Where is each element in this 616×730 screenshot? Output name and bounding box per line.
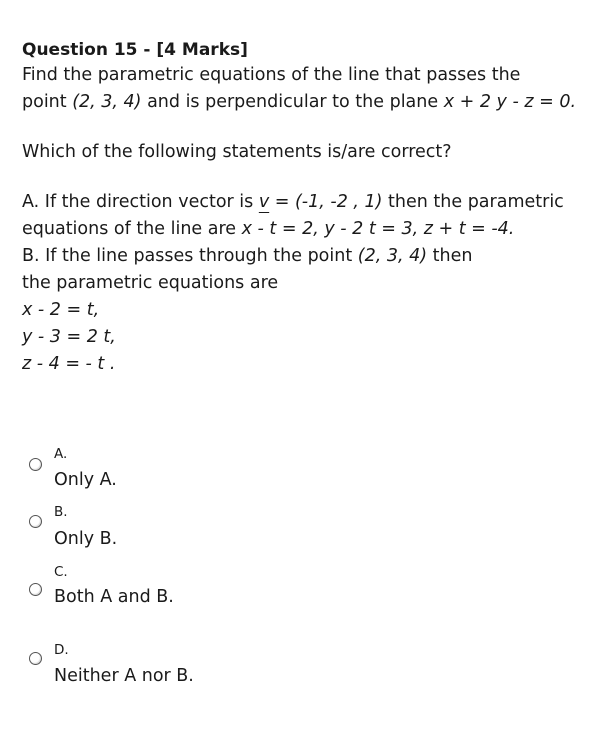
statement-a-line-1: [22, 189, 612, 216]
stem-text: Find the parametric equations of the line that passes the: [22, 65, 521, 85]
option-text[interactable]: Only B.: [54, 529, 118, 549]
equation-z: z - 4 = - t .: [22, 354, 116, 374]
point-math: (2, 3, 4): [72, 92, 142, 112]
statement-text: equations of the line are: [22, 219, 242, 239]
radio-button-icon[interactable]: [29, 515, 42, 528]
option-letter: B.: [54, 504, 68, 520]
direction-vector-symbol: v: [258, 192, 270, 212]
statement-text: B. If the line passes through the point: [22, 246, 358, 266]
question-title: Question 15 - [4 Marks]: [22, 40, 248, 60]
statement-b-line-2: the parametric equations are: [22, 273, 279, 293]
stem-text: point: [22, 92, 73, 112]
statement-text: A. If the direction vector is: [22, 192, 259, 212]
question-prompt: Which of the following statements is/are correct?: [22, 142, 452, 162]
question-stem-line-2: [22, 89, 612, 116]
point-math: (2, 3, 4): [357, 246, 428, 266]
direction-vector-value: = (-1, -2 , 1): [269, 192, 383, 212]
equation-y: y - 3 = 2 t,: [22, 327, 116, 347]
statement-text: then: [427, 246, 473, 266]
option-letter: D.: [54, 642, 69, 658]
option-text[interactable]: Only A.: [54, 470, 117, 490]
radio-button-icon[interactable]: [29, 583, 42, 596]
option-letter: A.: [54, 446, 68, 462]
statement-b-line-1: [22, 243, 612, 270]
statement-text: then the parametric: [382, 192, 564, 212]
stem-text: and is perpendicular to the plane: [141, 92, 444, 112]
equation-x: x - 2 = t,: [22, 300, 100, 320]
question-block: [22, 38, 612, 378]
plane-equation: x + 2 y - z = 0.: [443, 92, 577, 112]
option-text[interactable]: Both A and B.: [54, 587, 174, 607]
radio-button-icon[interactable]: [29, 458, 42, 471]
question-stem-line-1: [22, 62, 612, 89]
radio-button-icon[interactable]: [29, 652, 42, 665]
option-letter: C.: [54, 564, 68, 580]
option-text[interactable]: Neither A nor B.: [54, 666, 194, 686]
statement-a-line-2: [22, 216, 612, 243]
parametric-equations-a: x - t = 2, y - 2 t = 3, z + t = -4.: [241, 219, 515, 239]
